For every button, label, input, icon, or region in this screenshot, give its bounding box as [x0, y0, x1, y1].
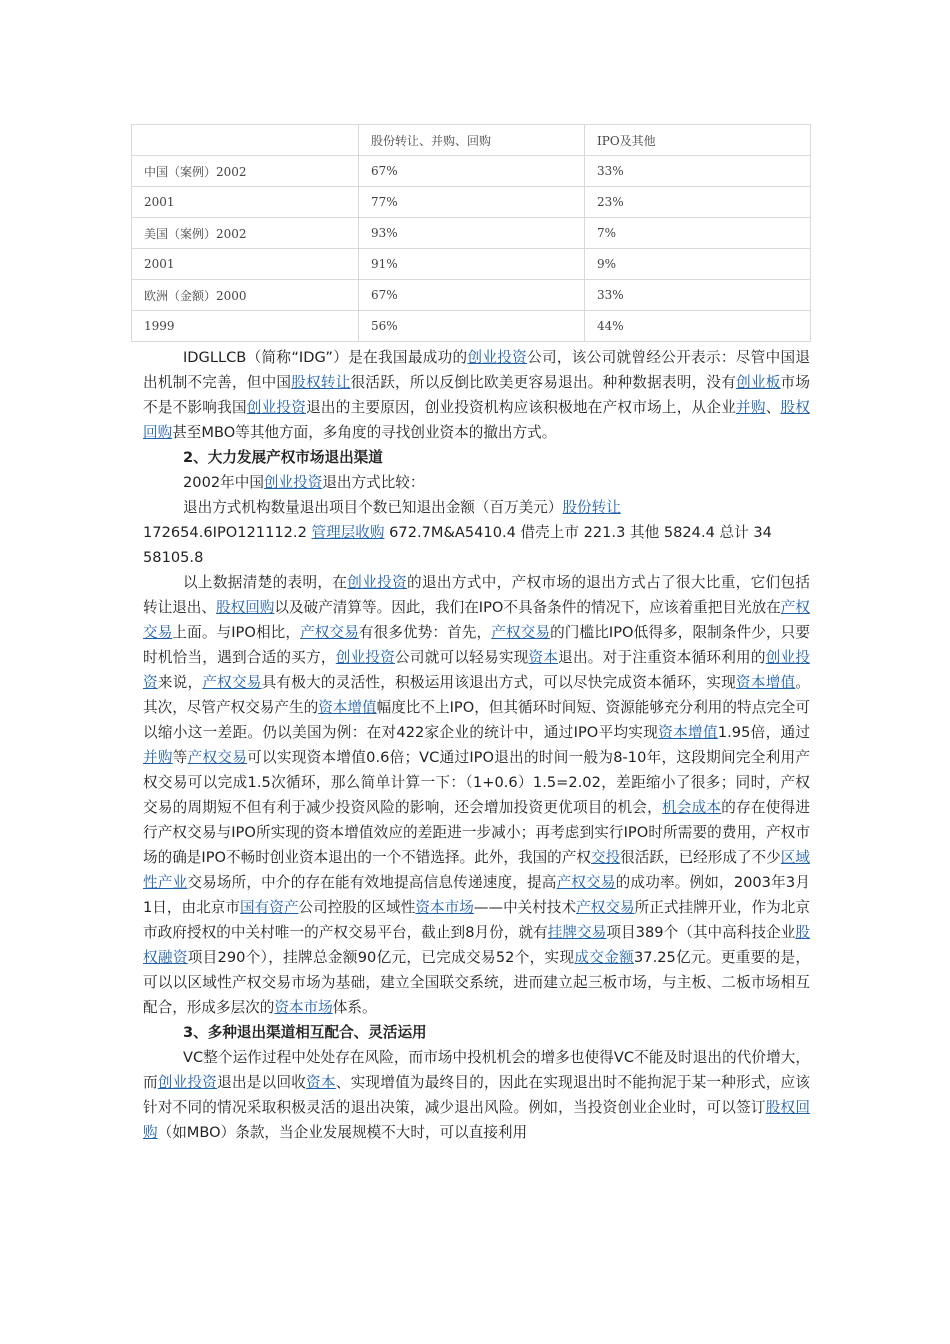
text-run: 交易场所，中介的存在能有效地提高信息传递速度，提高	[187, 874, 557, 891]
header-cell: IPO及其他	[585, 125, 811, 156]
term-link[interactable]: 产权交易	[187, 749, 248, 766]
text-run: 退出的主要原因，创业投资机构应该积极地在产权市场上，从企业	[306, 399, 737, 416]
term-link[interactable]: 创业投资	[246, 399, 307, 416]
table-cell: 33%	[585, 280, 811, 311]
term-link[interactable]: 股份转让	[562, 499, 621, 516]
paragraph	[143, 345, 810, 445]
term-link[interactable]: 并购	[143, 749, 173, 766]
text-run: 很活跃，所以反倒比欧美更容易退出。种种数据表明，没有	[350, 374, 737, 391]
table-row	[132, 249, 811, 280]
paragraph	[143, 495, 810, 520]
table-cell: 欧洲（金额）2000	[132, 280, 359, 311]
term-link[interactable]: 机会成本	[661, 799, 722, 816]
table-body	[132, 125, 811, 342]
term-link[interactable]: 区域性产业	[143, 849, 810, 891]
text-run: 的退出方式中，产权市场的退出方式占了很大比重，它们包括转让退出、	[143, 574, 810, 616]
term-link[interactable]: 交投	[590, 849, 621, 866]
text-run: 幅度比不上IPO，但其循环时间短、资源能够充分利用的特点完全可以缩小这一差距。仍以美国为例：在对422家企业的统计中，通过IPO平均实现	[143, 699, 810, 741]
table-cell: 23%	[585, 187, 811, 218]
text-run: 市场不是不影响我国	[143, 374, 810, 416]
table-cell: 93%	[359, 218, 585, 249]
text-run: VC整个运作过程中处处存在风险，而市场中投机机会的增多也使得VC不能及时退出的代价增大，而	[143, 1049, 810, 1091]
term-link[interactable]: 股权回购	[143, 1099, 810, 1141]
table-row	[132, 218, 811, 249]
term-link[interactable]: 资本增值	[318, 699, 377, 716]
term-link[interactable]: 挂牌交易	[547, 924, 607, 941]
section-heading	[143, 445, 810, 470]
text-run: IDGLLCB（简称“IDG”）是在我国最成功的	[183, 349, 468, 366]
term-link[interactable]: 资本	[528, 649, 559, 666]
text-run: 172654.6IPO121112.2	[143, 524, 312, 541]
paragraph	[143, 520, 810, 545]
text-run: 退出是以回收	[217, 1074, 307, 1091]
term-link[interactable]: 产权交易	[202, 674, 262, 691]
text-run: 项目389个（其中高科技企业	[606, 924, 796, 941]
text-run: 672.7M&A5410.4 借壳上市 221.3 其他 5824.4 总计 34	[384, 524, 772, 541]
text-run: 退出方式比较：	[322, 474, 425, 491]
text-run: 3、多种退出渠道相互配合、灵活运用	[183, 1024, 427, 1041]
text-run: 1.95倍，通过	[717, 724, 810, 741]
text-run: 退出。对于注重资本循环利用的	[558, 649, 766, 666]
table-cell: 中国（案例）2002	[132, 156, 359, 187]
term-link[interactable]: 产权交易	[576, 899, 635, 916]
term-link[interactable]: 产权交易	[491, 624, 551, 641]
term-link[interactable]: 股权融资	[143, 924, 810, 966]
paragraph	[143, 1045, 810, 1145]
term-link[interactable]: 股权转让	[291, 374, 351, 391]
term-link[interactable]: 产权交易	[300, 624, 359, 641]
table-cell: 1999	[132, 311, 359, 342]
term-link[interactable]: 股权回购	[216, 599, 275, 616]
term-link[interactable]: 资本市场	[415, 899, 474, 916]
term-link[interactable]: 创业投资	[347, 574, 408, 591]
text-run: 项目290个），挂牌总金额90亿元，已完成交易52个，实现	[187, 949, 575, 966]
paragraph	[143, 570, 810, 1020]
paragraph	[143, 545, 810, 570]
table-cell: 2001	[132, 187, 359, 218]
text-run: 37.25亿元。更重要的是，可以以区域性产权交易市场为基础，建立全国联交系统，进而建立起三板市场，与主板、二板市场相互配合，形成多层次的	[143, 949, 810, 1016]
term-link[interactable]: 创业投资	[335, 649, 396, 666]
term-link[interactable]: 成交金额	[574, 949, 635, 966]
section-heading	[143, 1020, 810, 1045]
table-cell: 7%	[585, 218, 811, 249]
table-cell: 67%	[359, 280, 585, 311]
text-run: 所正式挂牌开业，作为北京市政府授权的中关村唯一的产权交易平台，截止到8月份，就有	[143, 899, 810, 941]
table-cell: 33%	[585, 156, 811, 187]
header-cell: 股份转让、并购、回购	[359, 125, 585, 156]
table-cell: 美国（案例）2002	[132, 218, 359, 249]
table-header-row	[132, 125, 811, 156]
term-link[interactable]: 创业投资	[467, 349, 528, 366]
table-row	[132, 156, 811, 187]
table-row	[132, 280, 811, 311]
table-cell: 44%	[585, 311, 811, 342]
table-cell: 9%	[585, 249, 811, 280]
table-cell: 2001	[132, 249, 359, 280]
term-link[interactable]: 创业投资	[143, 649, 810, 691]
text-run: 以上数据清楚的表明，在	[183, 574, 348, 591]
text-run: 的门槛比IPO低得多，限制条件少，只要时机恰当，遇到合适的买方，	[143, 624, 810, 666]
text-run: 退出方式机构数量退出项目个数已知退出金额（百万美元）	[183, 499, 563, 516]
text-run: 公司就可以轻易实现	[395, 649, 529, 666]
paragraph	[143, 470, 810, 495]
text-run: 的存在使得进行产权交易与IPO所实现的资本增值效应的差距进一步减小；再考虑到实行IPO时所需要的费用，产权市场的确是IPO不畅时创业资本退出的一个不错选择。此外，我国的产权	[143, 799, 810, 866]
table-cell: 56%	[359, 311, 585, 342]
term-link[interactable]: 并购	[736, 399, 766, 416]
text-run: 58105.8	[143, 549, 204, 566]
term-link[interactable]: 管理层收购	[311, 524, 385, 541]
text-run: 、实现增值为最终目的，因此在实现退出时不能拘泥于某一种形式，应该针对不同的情况采取积极灵活的退出决策，减少退出风险。例如，当投资创业企业时，可以签订	[143, 1074, 810, 1116]
text-run: 体系。	[332, 999, 377, 1016]
text-run: 很活跃，已经形成了不少	[620, 849, 781, 866]
text-run: 以及破产清算等。因此，我们在IPO不具备条件的情况下，应该着重把目光放在	[274, 599, 781, 616]
table-cell: 77%	[359, 187, 585, 218]
term-link[interactable]: 资本市场	[274, 999, 333, 1016]
term-link[interactable]: 股权回购	[143, 399, 810, 441]
text-run: （如MBO）条款，当企业发展规模不大时，可以直接利用	[157, 1124, 528, 1141]
text-run: 的成功率。例如，2003年3月1日，由北京市	[143, 874, 810, 916]
text-run: 甚至MBO等其他方面，多角度的寻找创业资本的撤出方式。	[172, 424, 557, 441]
text-run: ——中关村技术	[473, 899, 577, 916]
term-link[interactable]: 产权交易	[556, 874, 616, 891]
table-row	[132, 187, 811, 218]
text-run: 公司，该公司就曾经公开表示：尽管中国退出机制不完善，但中国	[143, 349, 810, 391]
text-run: 。其次，尽管产权交易产生的	[143, 674, 810, 716]
text-run: 来说，	[157, 674, 203, 691]
text-run: 2002年中国	[183, 474, 264, 491]
term-link[interactable]: 资本增值	[658, 724, 718, 741]
text-run: 、	[765, 399, 781, 416]
term-link[interactable]: 创业投资	[157, 1074, 218, 1091]
article-body	[143, 345, 810, 1145]
term-link[interactable]: 创业投资	[263, 474, 323, 491]
term-link[interactable]: 国有资产	[240, 899, 299, 916]
text-run: 等	[172, 749, 188, 766]
text-run: 上面。与IPO相比，	[172, 624, 301, 641]
term-link[interactable]: 资本	[306, 1074, 336, 1091]
text-run: 2、大力发展产权市场退出渠道	[183, 449, 383, 466]
header-cell	[132, 125, 359, 156]
table-row	[132, 311, 811, 342]
text-run: 公司控股的区域性	[298, 899, 416, 916]
text-run: 有很多优势：首先，	[358, 624, 492, 641]
table-cell: 67%	[359, 156, 585, 187]
exit-method-table	[131, 124, 811, 342]
text-run: 具有极大的灵活性，积极运用该退出方式，可以尽快完成资本循环，实现	[261, 674, 737, 691]
term-link[interactable]: 资本增值	[736, 674, 796, 691]
text-run: 可以实现资本增值0.6倍；VC通过IPO退出的时间一般为8-10年，这段期间完全利用产权交易可以完成1.5次循环，那么简单计算一下：（1+0.6）1.5=2.02，差距缩小了很多；同时，产权交易的周期短不但有利于减少投资风险的影响，还会增加投资更优项目的机会，	[143, 749, 810, 816]
term-link[interactable]: 产权交易	[143, 599, 810, 641]
term-link[interactable]: 创业板	[736, 374, 781, 391]
table-cell: 91%	[359, 249, 585, 280]
